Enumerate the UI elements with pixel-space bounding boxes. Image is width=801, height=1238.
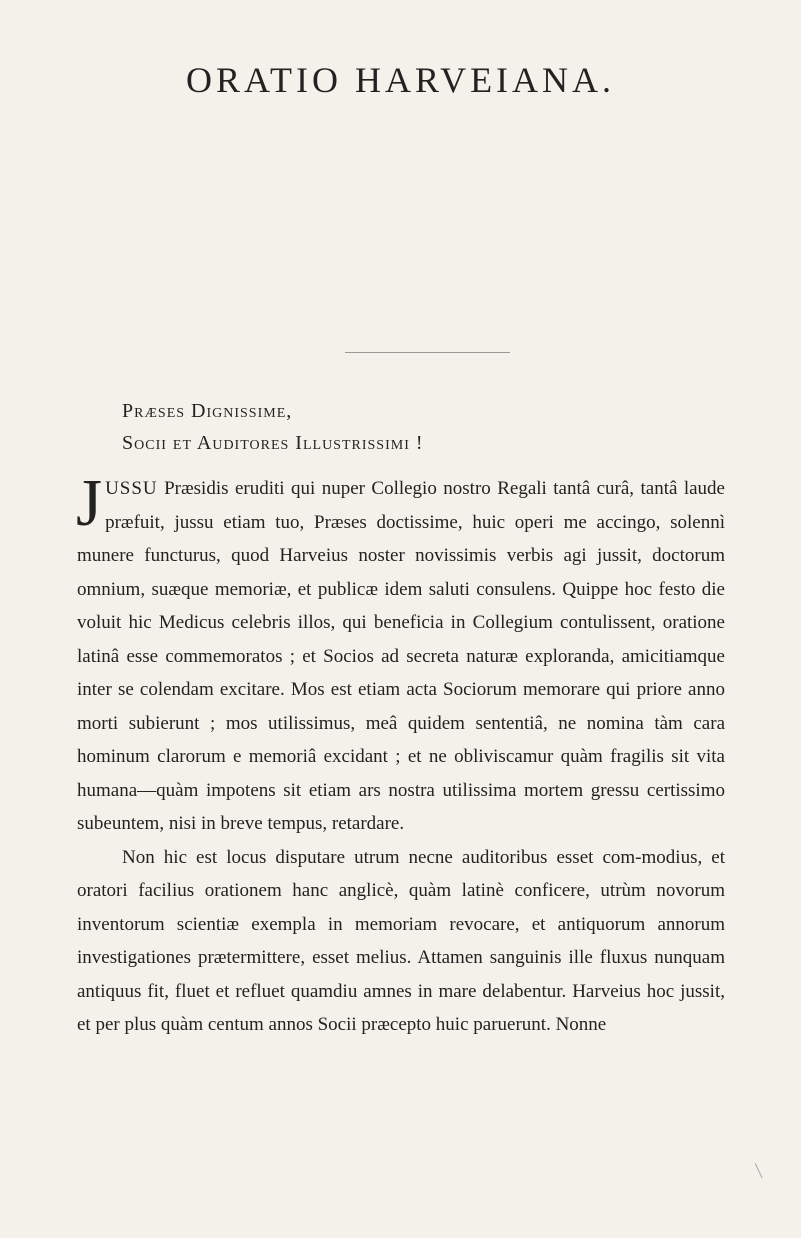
drop-cap: J — [76, 466, 103, 540]
title-divider — [345, 352, 510, 353]
paragraph-1-text: Præsidis eruditi qui nuper Collegio nostro Regali tantâ curâ, tantâ laude præfuit, jussu etiam tuo, Præses doctissime, huic operi me accingo, solennì munere functurus, quod Harveius noster novissimis verbis agi jussit, doctorum omnium, suæque memoriæ, et publicæ idem saluti consulens. Quippe hoc festo die voluit hic Medicus celebris illos, qui beneficia in Collegium contulissent, oratione latinâ esse commemoratos ; et Socios ad secreta naturæ exploranda, amicitiamque inter se colendam excitare. Mos est etiam acta Sociorum memorare qui priore anno morti subierunt ; mos utilissimus, meâ quidem sententiâ, ne nomina tàm cara hominum clarorum e memoriâ excidant ; et ne obliviscamur quàm fragilis sit vita humana—quàm impotens sit etiam ars nostra utilissima mortem gressu certissimo subeuntem, nisi in breve tempus, retardare. — [77, 478, 725, 834]
paragraph-2: Non hic est locus disputare utrum necne auditoribus esset com-modius, et oratori facilius orationem hanc anglicè, quàm latinè conficere, utrùm novorum inventorum scientiæ exempla in memoriam revocare, et antiquorum annorum investigationes prætermittere, esset melius. Attamen sanguinis ille fluxus nunquam antiquus fit, fluet et refluet quamdiu amnes in mare delabentur. Harveius hoc jussit, et per plus quàm centum annos Socii præcepto huic paruerunt. Nonne — [77, 846, 725, 1035]
page-title: ORATIO HARVEIANA. — [185, 60, 616, 100]
first-word-rest: USSU — [105, 478, 158, 499]
salutation-line-1: Præses Dignissime, — [122, 400, 293, 422]
paper-mark — [755, 1162, 765, 1178]
salutation-line-2: Socii et Auditores Illustrissimi ! — [122, 432, 424, 454]
paragraph-1 — [76, 466, 725, 841]
oration-body — [76, 466, 725, 1042]
